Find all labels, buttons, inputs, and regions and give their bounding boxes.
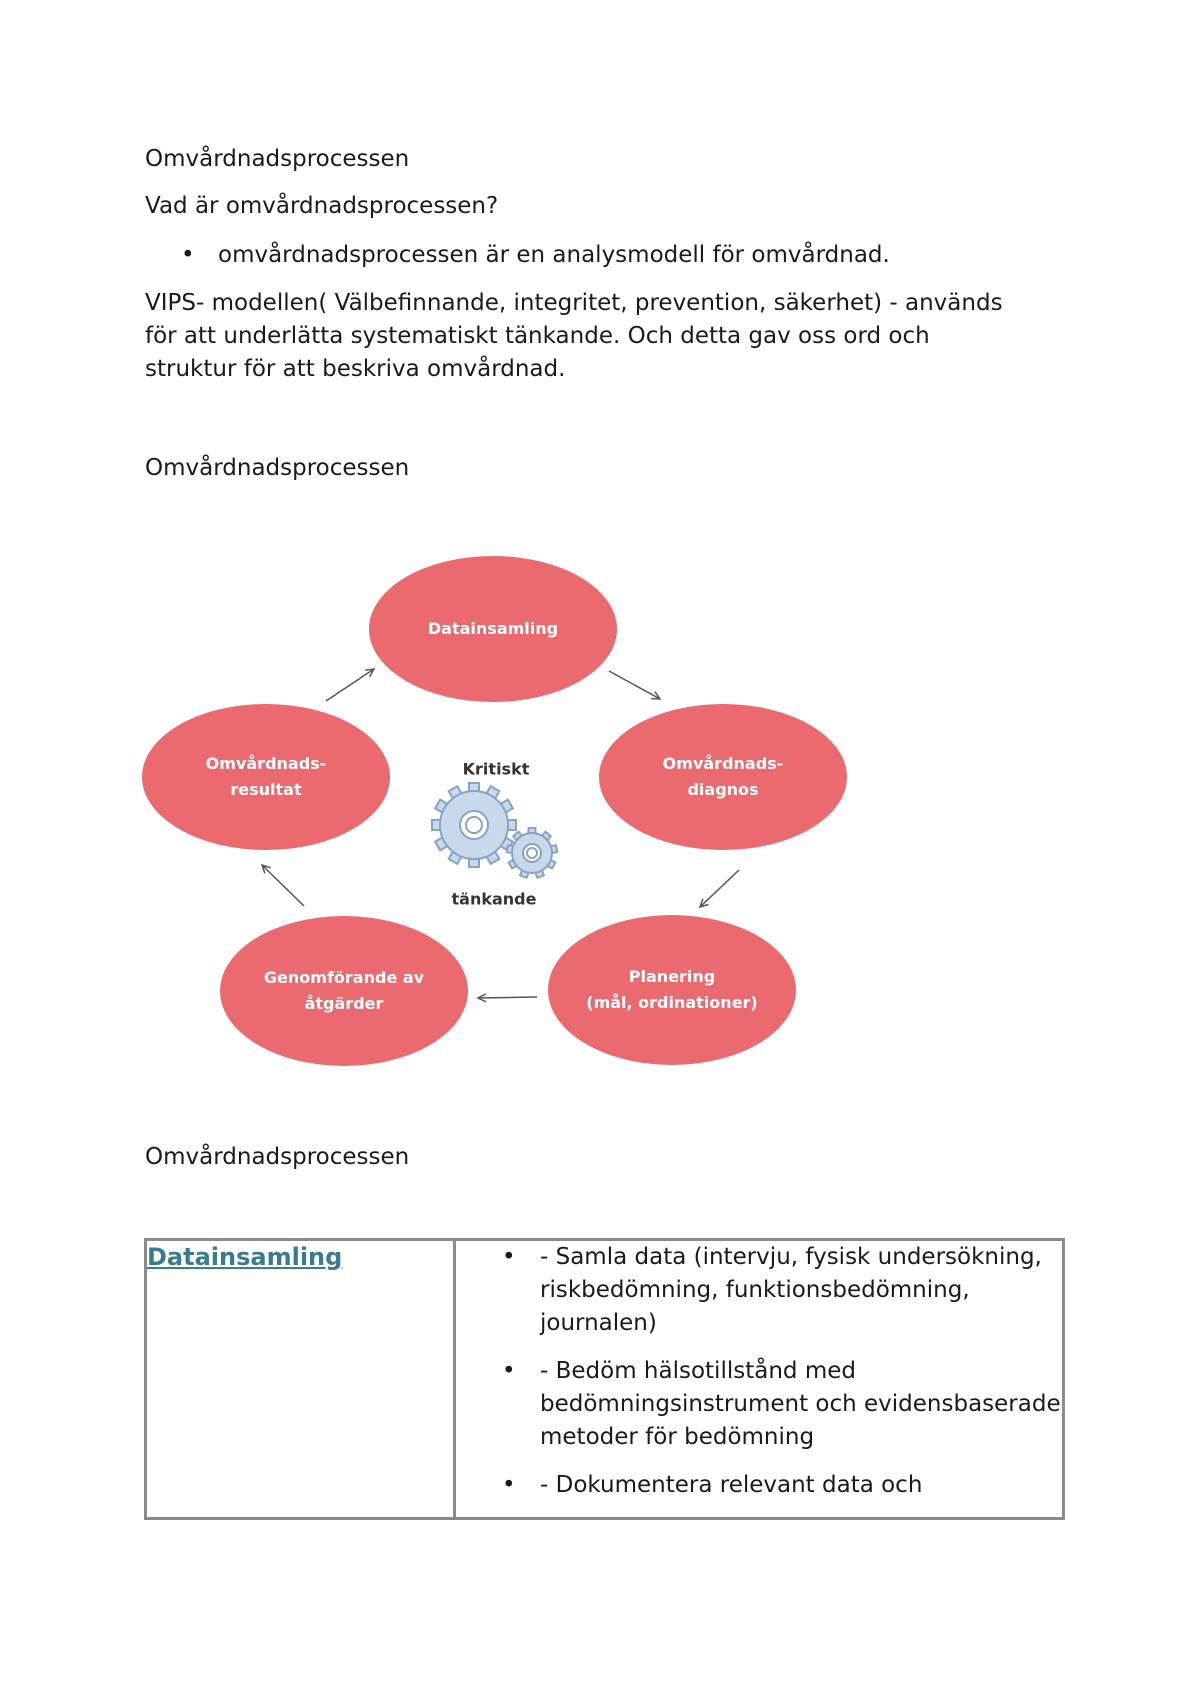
center-label-kritiskt: Kritiskt bbox=[462, 759, 530, 779]
list-item bbox=[456, 1469, 1062, 1502]
list-item bbox=[456, 1355, 1062, 1454]
question-heading: Vad är omvårdnadsprocessen? bbox=[145, 193, 499, 219]
bullet-dot: • bbox=[502, 1472, 516, 1498]
arrow-4 bbox=[262, 865, 304, 906]
arrow-5 bbox=[326, 669, 374, 701]
bullet-dot: • bbox=[502, 1244, 516, 1270]
list-item-text: - Dokumentera relevant data och bbox=[540, 1472, 923, 1498]
nursing-process-diagram bbox=[140, 545, 860, 1080]
bullet-dot: • bbox=[181, 242, 195, 268]
paragraph-line: VIPS- modellen( Välbefinnande, integritet, prevention, säkerhet) - används bbox=[145, 290, 1003, 316]
node-line: Datainsamling bbox=[427, 619, 559, 638]
table-bullet-list bbox=[456, 1241, 1062, 1502]
table-row bbox=[146, 1240, 1064, 1519]
table-cell-right bbox=[455, 1240, 1064, 1519]
arrow-2 bbox=[700, 870, 739, 907]
heading-omvardnadsprocessen-2: Omvårdnadsprocessen bbox=[145, 455, 410, 481]
node-label-genomforande bbox=[264, 965, 424, 1017]
vips-paragraph bbox=[145, 287, 1085, 386]
node-line: diagnos bbox=[687, 780, 759, 799]
datainsamling-link[interactable]: Datainsamling bbox=[147, 1243, 343, 1271]
center-label-tankande: tänkande bbox=[451, 889, 537, 909]
table-cell-left bbox=[146, 1240, 455, 1519]
node-label-resultat bbox=[206, 751, 327, 803]
node-line: (mål, ordinationer) bbox=[586, 993, 758, 1012]
heading-omvardnadsprocessen-1: Omvårdnadsprocessen bbox=[145, 146, 410, 172]
node-line: Genomförande av bbox=[263, 968, 425, 987]
node-line: Planering bbox=[628, 967, 716, 986]
heading-omvardnadsprocessen-3: Omvårdnadsprocessen bbox=[145, 1144, 410, 1170]
arrow-1 bbox=[609, 671, 660, 699]
node-label-datainsamling bbox=[428, 616, 558, 642]
bullet-text: omvårdnadsprocessen är en analysmodell för omvårdnad. bbox=[218, 242, 890, 268]
node-line: Omvårdnads- bbox=[205, 754, 327, 773]
node-label-planering bbox=[586, 964, 758, 1016]
paragraph-line: struktur för att beskriva omvårdnad. bbox=[145, 356, 566, 382]
bullet-dot: • bbox=[502, 1358, 516, 1384]
node-line: resultat bbox=[230, 780, 302, 799]
paragraph-line: för att underlätta systematiskt tänkande. Och detta gav oss ord och bbox=[145, 323, 930, 349]
node-line: åtgärder bbox=[304, 994, 384, 1013]
list-item-text: - Samla data (intervju, fysisk undersökning, riskbedömning, funktionsbedömning, journalen) bbox=[540, 1244, 1042, 1336]
gear-large-icon bbox=[432, 783, 516, 867]
node-line: Omvårdnads- bbox=[662, 754, 784, 773]
list-item-text: - Bedöm hälsotillstånd med bedömningsinstrument och evidensbaserade metoder för bedömning bbox=[540, 1358, 1061, 1450]
process-table bbox=[144, 1238, 1065, 1520]
arrow-3 bbox=[478, 997, 537, 998]
list-item bbox=[456, 1241, 1062, 1340]
gear-small-icon bbox=[507, 828, 557, 878]
node-label-diagnos bbox=[663, 751, 784, 803]
